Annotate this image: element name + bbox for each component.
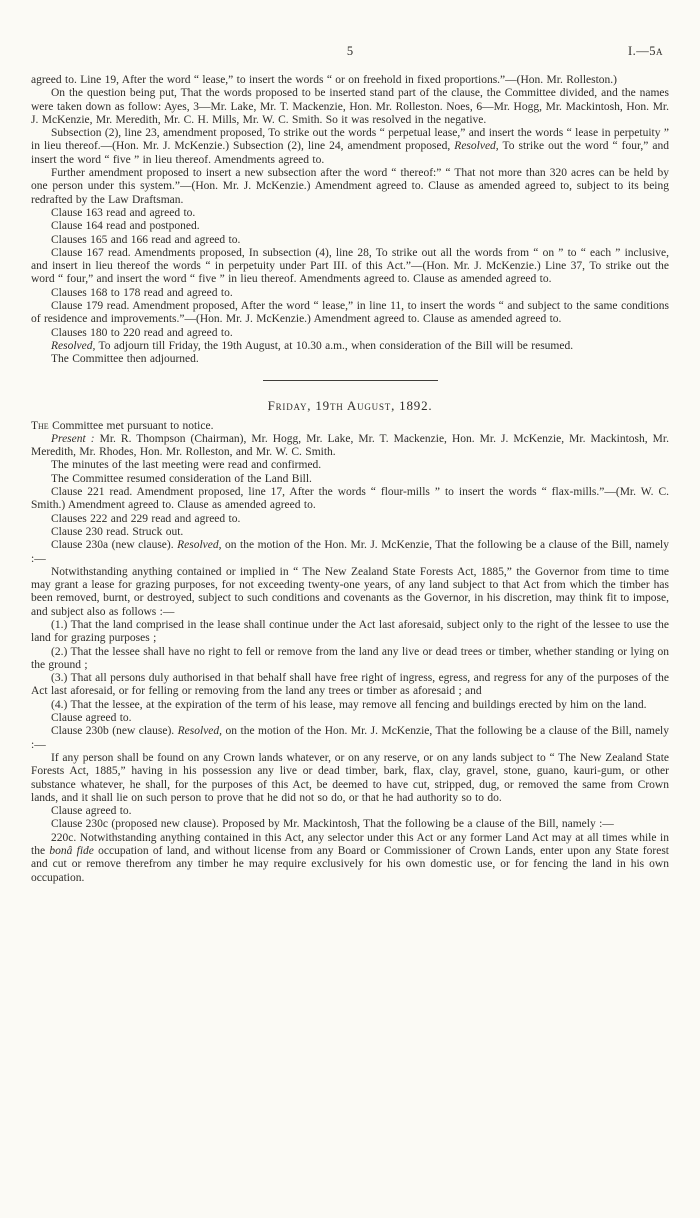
text-run: Clause 164 read and postponed. — [51, 220, 200, 233]
paragraph — [31, 805, 669, 818]
text-run: Clause 179 read. Amendment proposed, After the word “ lease,” in line 11, to insert the words “ and subject to the same conditions of residence and improvements.”—(Hon. Mr. J. McKenzie.) Amendment agreed to. Clause as amended agreed to. — [31, 300, 669, 326]
text-run: To adjourn till Friday, the 19th August, at 10.30 a.m., when consideration of the Bill will be resumed. — [95, 339, 574, 352]
text-run: The Committee then adjourned. — [51, 353, 199, 366]
text-run: Clause 163 read and agreed to. — [51, 206, 196, 219]
text-run: Clauses 165 and 166 read and agreed to. — [51, 233, 241, 246]
paragraph — [31, 353, 669, 366]
text-run: Resolved, — [51, 339, 96, 352]
text-run: Clause 230 read. Struck out. — [51, 525, 184, 538]
paragraph — [31, 327, 669, 340]
text-run: Notwithstanding anything contained or implied in “ The New Zealand State Forests Act, 1885,” the Governor from time to time may grant a lease for grazing purposes, for not exceeding twenty-one years, of any land subject to that Act from which the timber has been removed, burnt, or destroyed, subject to such conditions and covenants as the Governor, in his discretion, may think fit to impose, and subject also as follows :— — [31, 565, 669, 618]
paragraph — [31, 234, 669, 247]
text-run: Further amendment proposed to insert a new subsection after the word “ thereof:” “ That not more than 320 acres can be held by one person under this system.”—(Hon. Mr. J. McKenzie.) Amendment agreed to. Clause as amended agreed to, subject to its being redrafted by the Law Draftsman. — [31, 167, 669, 206]
paragraph — [31, 486, 669, 513]
paragraph — [31, 712, 669, 725]
text-run: The — [31, 419, 49, 432]
paragraph — [31, 127, 669, 167]
paragraph — [31, 725, 669, 752]
text-run: On the question being put, That the words proposed to be inserted stand part of the clause, the Committee divided, and the names were taken down as follow: Ayes, 3—Mr. Lake, Mr. T. Mackenzie, Hon. Mr. Rolleston. Noes, 6—Mr. Hogg, Mr. Mackintosh, Hon. Mr. J. McKenzie, Mr. Meredith, Mr. C. H. Mills, Mr. W. C. Smith. So it was resolved in the negative. — [31, 87, 669, 126]
text-run: bonâ fide — [49, 845, 94, 858]
paragraph — [31, 300, 669, 327]
text-run: Present : — [51, 432, 95, 445]
text-run: Clause 167 read. Amendments proposed, In subsection (4), line 28, To strike out all the words from “ on ” to “ each ” inclusive, and insert in lieu thereof the words “ in perpetuity under Part III. of this Act.”—(Hon. Mr. J. McKenzie.) Line 37, To strike out the word “ four,” and insert the word “ five ” in lieu thereof. Amendments agreed to. Clause as amended agreed to. — [31, 246, 669, 286]
paragraph — [31, 207, 669, 220]
paragraph — [31, 87, 669, 127]
text-run: Clause agreed to. — [51, 712, 132, 725]
text-run: Clauses 168 to 178 read and agreed to. — [51, 286, 233, 299]
text-run: Resolved, — [177, 539, 222, 552]
paragraph — [31, 459, 669, 472]
paragraph — [31, 340, 669, 353]
text-run: Clauses 222 and 229 read and agreed to. — [51, 512, 241, 525]
text-run: Committee met pursuant to notice. — [48, 419, 214, 432]
text-run: Clause agreed to. — [51, 805, 132, 818]
paragraph — [31, 74, 669, 87]
section-divider — [263, 380, 438, 381]
paragraph — [31, 526, 669, 539]
text-run: occupation of land, and without license from any Board or Commissioner of Crown Lands, enter upon any State forest and cut or remove therefrom any timber he may require exclusively for his own domestic use, or for fencing the land in his own occupation. — [31, 845, 669, 884]
text-run: To strike out the word “ four,” and insert the word “ five ” in lieu thereof. Amendments agreed to. — [31, 140, 669, 166]
paragraph — [31, 699, 669, 712]
paragraph — [31, 539, 669, 566]
text-run: Subsection (2), line 23, amendment proposed, To strike out the words “ perpetual lease,” and insert the words “ lease in perpetuity ” in lieu thereof.—(Hon. Mr. J. McKenzie.) Subsection (2), line 24, amendment proposed, — [31, 127, 669, 153]
paragraph — [31, 473, 669, 486]
text-run: (1.) That the land comprised in the lease shall continue under the Act last aforesaid, subject only to the right of the lessee to use the land for grazing purposes ; — [31, 618, 669, 645]
paragraph — [31, 247, 669, 287]
paragraph — [31, 566, 669, 619]
text-run: Mr. R. Thompson (Chairman), Mr. Hogg, Mr. Lake, Mr. T. Mackenzie, Hon. Mr. J. McKenzie, Mr. Mackintosh, Mr. Meredith, Mr. Rhodes, Hon. Mr. Rolleston, and Mr. W. C. Smith. — [31, 432, 669, 459]
text-run: Clauses 180 to 220 read and agreed to. — [51, 326, 233, 339]
text-run: Clause 230b (new clause). — [51, 725, 178, 738]
paragraph — [31, 672, 669, 699]
document-reference: I.—5a — [627, 44, 663, 58]
paragraph — [31, 420, 669, 433]
paragraph — [31, 167, 669, 207]
text-run: (3.) That all persons duly authorised in that behalf shall have free right of ingress, egress, and regress for any of the purposes of the Act last aforesaid, or for felling or removing from the land any trees or timber as aforesaid ; and — [31, 672, 669, 698]
text-run: If any person shall be found on any Crown lands whatever, or on any reserve, or on any lands subject to “ The New Zealand State Forests Act, 1885,” having in his possession any live or dead timber, bark, flax, clay, gravel, stone, guano, kauri-gum, or other substance whatever, he shall, for the purposes of this Act, be deemed to have cut, stripped, dug, or removed the same from Crown lands, and it shall lie on such person to prove that he did not so do, or that he had authority so to do. — [31, 751, 669, 804]
text-run: Resolved, — [177, 725, 223, 738]
paragraph — [31, 287, 669, 300]
document-body — [31, 74, 669, 885]
text-run: 220c. Notwithstanding anything contained in this Act, any selector under this Act or any former Land Act may at all times while in the — [31, 831, 669, 858]
paragraph — [31, 433, 669, 460]
paragraph — [31, 513, 669, 526]
text-run: Clause 221 read. Amendment proposed, line 17, After the words “ flour-mills ” to insert the words “ flax-mills.”—(Mr. W. C. Smith.) Amendment agreed to. Clause as amended agreed to. — [31, 486, 669, 512]
text-run: The minutes of the last meeting were read and confirmed. — [51, 459, 322, 472]
text-run: (2.) That the lessee shall have no right to fell or remove from the land any live or dead trees or timber, whether standing or lying on the ground ; — [31, 645, 669, 671]
section-heading: Friday, 19th August, 1892. — [267, 397, 433, 413]
page-number: 5 — [346, 44, 354, 58]
text-run: Clause 230a (new clause). — [51, 539, 178, 552]
text-run: Clause 230c (proposed new clause). Proposed by Mr. Mackintosh, That the following be a clause of the Bill, namely :— — [51, 818, 614, 831]
text-run: Resolved, — [454, 140, 499, 153]
text-run: on the motion of the Hon. Mr. J. McKenzie, That the following be a clause of the Bill, namely :— — [31, 725, 669, 751]
paragraph — [31, 220, 669, 233]
text-run: (4.) That the lessee, at the expiration of the term of his lease, may remove all fencing and buildings erected by him on the land. — [51, 698, 647, 711]
paragraph — [31, 818, 669, 831]
text-run: The Committee resumed consideration of the Land Bill. — [51, 472, 312, 485]
text-run: agreed to. Line 19, After the word “ lease,” to insert the words “ or on freehold in fixed proportions.”—(Hon. Mr. Rolleston.) — [31, 74, 617, 86]
paragraph — [31, 832, 669, 885]
paragraph — [31, 646, 669, 673]
paragraph — [31, 752, 669, 805]
text-run: on the motion of the Hon. Mr. J. McKenzie, That the following be a clause of the Bill, namely :— — [31, 539, 669, 565]
paragraph — [31, 619, 669, 646]
page-header — [31, 44, 669, 60]
